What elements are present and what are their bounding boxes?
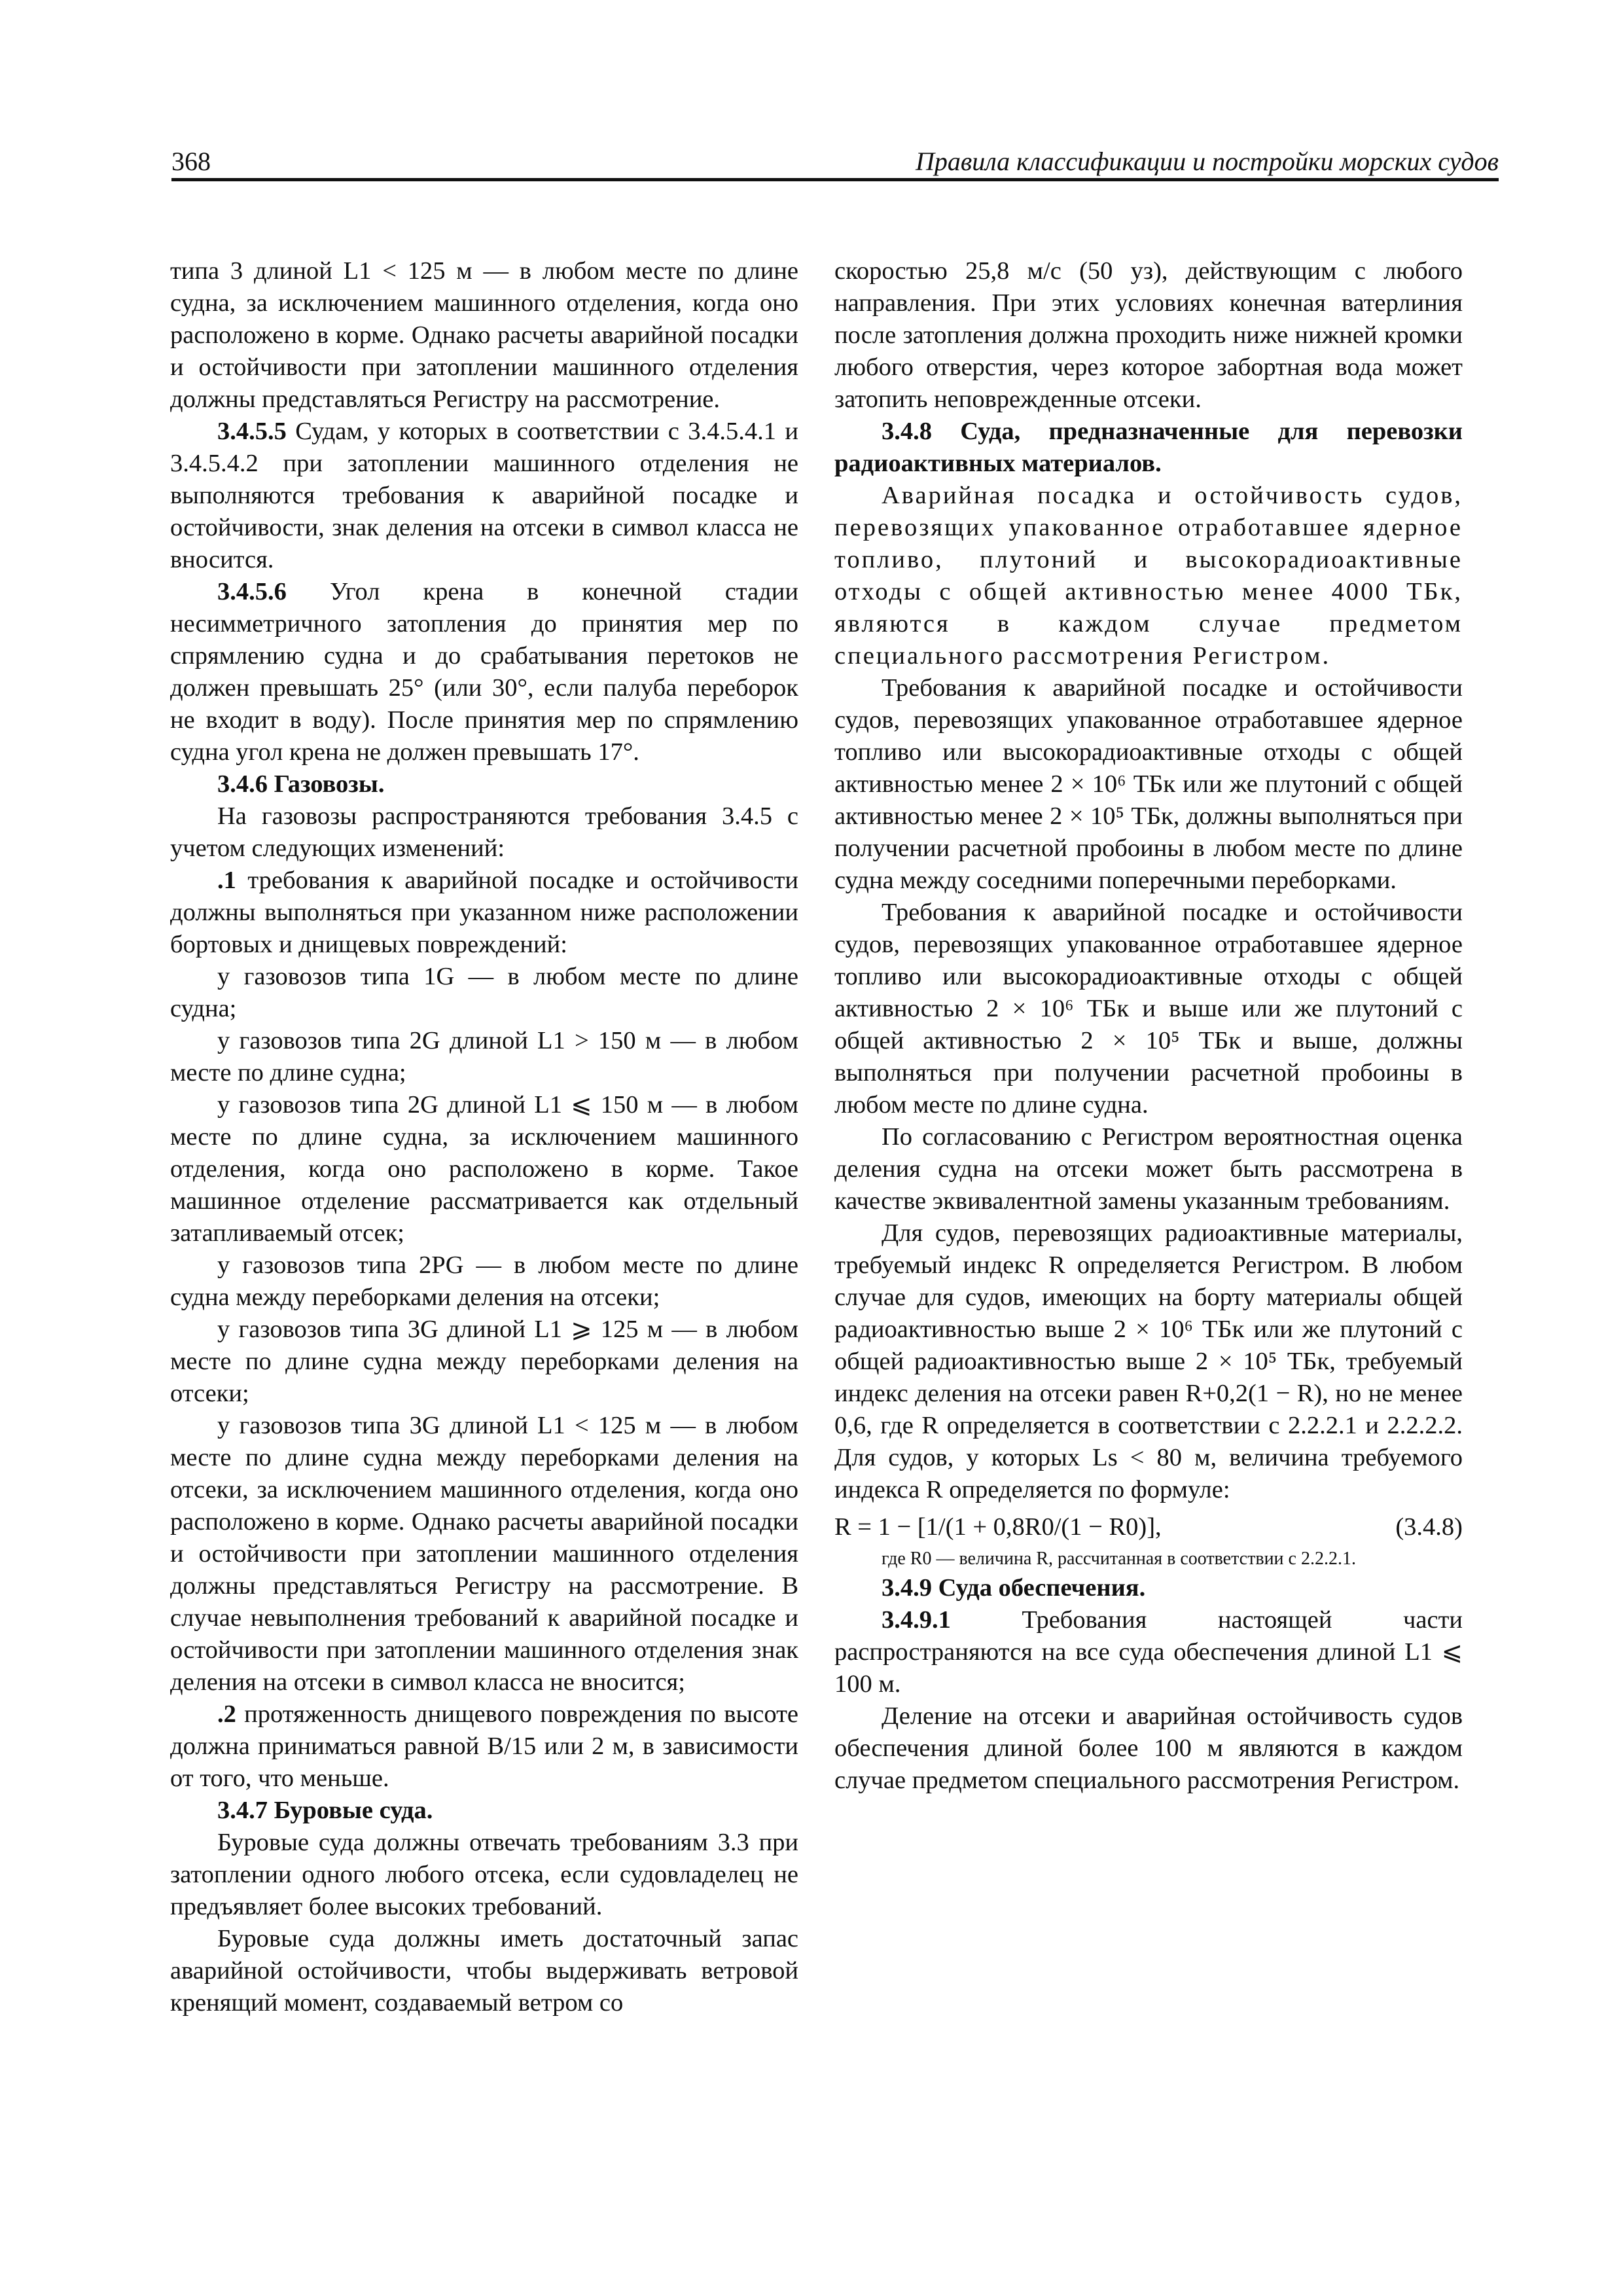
clause-3-4-5-5 bbox=[170, 416, 798, 576]
section-heading-3-4-7: 3.4.7 Буровые суда. bbox=[217, 1797, 433, 1824]
formula-number: (3.4.8) bbox=[1395, 1513, 1463, 1541]
paragraph: типа 3 длиной L1 < 125 м — в любом месте по длине судна, за исключением машинного отделения, когда оно расположено в корме. Однако расчеты аварийной посадки и остойчивости при затоплении машинного отделения должны представляться Регистру на рассмотрение. bbox=[170, 257, 798, 413]
paragraph: Деление на отсеки и аварийная остойчивость судов обеспечения длиной более 100 м являются в каждом случае предметом специального рассмотрения Регистром. bbox=[834, 1702, 1463, 1794]
clause-3-4-9-1 bbox=[834, 1604, 1463, 1700]
clause-number: 3.4.5.5 bbox=[217, 418, 287, 445]
clause-number: 3.4.5.6 bbox=[217, 578, 287, 605]
item-number: .2 bbox=[217, 1700, 236, 1728]
formula-footnote: где R0 — величина R, рассчитанная в соответствии с 2.2.2.1. bbox=[882, 1549, 1356, 1569]
clause-3-4-5-6 bbox=[170, 576, 798, 768]
formula-expression: R = 1 − [1/(1 + 0,8R0/(1 − R0)], bbox=[834, 1513, 1162, 1541]
clause-text: Угол крена в конечной стадии несимметричного затопления до принятия мер по спрямлению судна и до срабатывания перетоков не должен превышать 25° (или 30°, если палуба переборок не входит в воду). После принятия мер по спрямлению судна угол крена не должен превышать 17°. bbox=[170, 578, 798, 766]
paragraph: На газовозы распространяются требования 3.4.5 с учетом следующих изменений: bbox=[170, 802, 798, 862]
paragraph: у газовозов типа 2G длиной L1 ⩽ 150 м — в любом месте по длине судна, за исключением машинного отделения, когда оно расположено в корме. Такое машинное отделение рассматривается как отдельный затапливаемый отсек; bbox=[170, 1091, 798, 1247]
formula-3-4-8 bbox=[834, 1511, 1463, 1543]
section-heading-3-4-6: 3.4.6 Газовозы. bbox=[217, 770, 385, 798]
header-rule bbox=[171, 178, 1499, 181]
running-title: Правила классификации и постройки морских судов bbox=[915, 147, 1499, 176]
paragraph: у газовозов типа 3G длиной L1 ⩾ 125 м — в любом месте по длине судна между переборками деления на отсеки; bbox=[170, 1316, 798, 1407]
paragraph: скоростью 25,8 м/с (50 уз), действующим с любого направления. При этих условиях конечная ватерлиния после затопления должна проходить ниже нижней кромки любого отверстия, через которое забортная вода может затопить неповрежденные отсеки. bbox=[834, 257, 1463, 413]
paragraph: По согласованию с Регистром вероятностная оценка деления судна на отсеки может быть рассмотрена в качестве эквивалентной замены указанным требованиям. bbox=[834, 1123, 1463, 1215]
right-column bbox=[834, 255, 1463, 1797]
page-number: 368 bbox=[171, 147, 211, 176]
paragraph: Требования к аварийной посадке и остойчивости судов, перевозящих упакованное отработавшее ядерное топливо или высокорадиоактивные отходы с общей активностью 2 × 10⁶ ТБк и выше или же плутоний с общей активностью 2 × 10⁵ ТБк и выше, должны выполняться при получении расчетной пробоины в любом месте по длине судна. bbox=[834, 899, 1463, 1119]
item-text: требования к аварийной посадке и остойчивости должны выполняться при указанном ниже расположении бортовых и днищевых повреждений: bbox=[170, 867, 798, 958]
clause-number: 3.4.9.1 bbox=[882, 1606, 951, 1634]
paragraph: Буровые суда должны иметь достаточный запас аварийной остойчивости, чтобы выдерживать ветровой кренящий момент, создаваемый ветром со bbox=[170, 1925, 798, 2017]
clause-text: Требования настоящей части распространяются на все суда обеспечения длиной L1 ⩽ 100 м. bbox=[834, 1606, 1463, 1698]
paragraph: у газовозов типа 2G длиной L1 > 150 м — в любом месте по длине судна; bbox=[170, 1027, 798, 1086]
section-heading-3-4-9: 3.4.9 Суда обеспечения. bbox=[882, 1574, 1146, 1602]
clause-text: Судам, у которых в соответствии с 3.4.5.4.1 и 3.4.5.4.2 при затоплении машинного отделения не выполняются требования к аварийной посадке и остойчивости, знак деления на отсеки в символ класса не вносится. bbox=[170, 418, 798, 573]
left-column bbox=[170, 255, 798, 2019]
section-heading-3-4-8: 3.4.8 Суда, предназначенные для перевозки радиоактивных материалов. bbox=[834, 418, 1463, 477]
item-number: .1 bbox=[217, 867, 236, 894]
paragraph: Буровые суда должны отвечать требованиям 3.3 при затоплении одного любого отсека, если судовладелец не предъявляет более высоких требований. bbox=[170, 1829, 798, 1920]
item-text: протяженность днищевого повреждения по высоте должна приниматься равной B/15 или 2 м, в зависимости от того, что меньше. bbox=[170, 1700, 798, 1792]
paragraph: у газовозов типа 2PG — в любом месте по длине судна между переборками деления на отсеки; bbox=[170, 1251, 798, 1311]
paragraph: Для судов, перевозящих радиоактивные материалы, требуемый индекс R определяется Регистром. В любом случае для судов, имеющих на борту материалы общей радиоактивностью выше 2 × 10⁶ ТБк или же плутоний с общей радиоактивностью выше 2 × 10⁵ ТБк, требуемый индекс деления на отсеки равен R+0,2(1 − R), но не менее 0,6, где R определяется в соответствии с 2.2.2.1 и 2.2.2.2. Для судов, у которых Ls < 80 м, величина требуемого индекса R определяется по формуле: bbox=[834, 1219, 1463, 1503]
paragraph: у газовозов типа 1G — в любом месте по длине судна; bbox=[170, 963, 798, 1022]
paragraph: Требования к аварийной посадке и остойчивости судов, перевозящих упакованное отработавшее ядерное топливо или высокорадиоактивные отходы с общей активностью менее 2 × 10⁶ ТБк или же плутоний с общей активностью менее 2 × 10⁵ ТБк, должны выполняться при получении расчетной пробоины в любом месте по длине судна между соседними поперечными переборками. bbox=[834, 674, 1463, 894]
paragraph: Аварийная посадка и остойчивость судов, перевозящих упакованное отработавшее ядерное топливо, плутоний и высокорадиоактивные отходы с общей активностью менее 4000 ТБк, являются в каждом случае предметом специального рассмотрения Регистром. bbox=[834, 482, 1463, 670]
paragraph: у газовозов типа 3G длиной L1 < 125 м — в любом месте по длине судна между переборками деления на отсеки, за исключением машинного отделения, когда оно расположено в корме. Однако расчеты аварийной посадки и остойчивости при затоплении машинного отделения должны представляться Регистру на рассмотрение. В случае невыполнения требований к аварийной посадке и остойчивости при затоплении машинного отделения знак деления на отсеки в символ класса не вносится; bbox=[170, 1412, 798, 1696]
clause-item-1 bbox=[170, 865, 798, 961]
clause-item-2 bbox=[170, 1698, 798, 1795]
